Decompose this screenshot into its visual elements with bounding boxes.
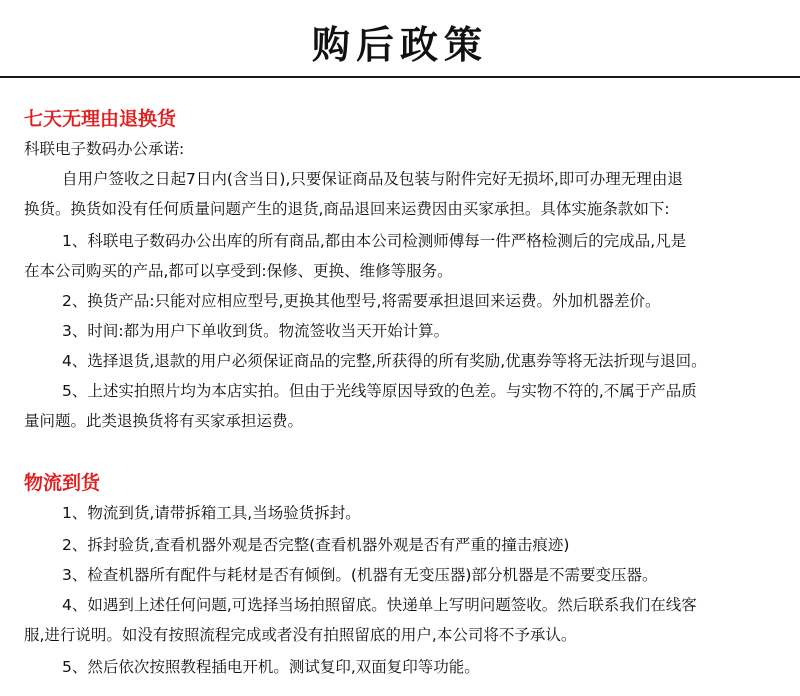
paragraph-line: 1、科联电子数码办公出库的所有商品,都由本公司检测师傅每一件严格检测后的完成品,凡是 [62, 232, 687, 250]
section-heading-logistics: 物流到货 [24, 472, 101, 494]
page-title: 购后政策 [311, 23, 488, 67]
paragraph-line: 4、选择退货,退款的用户必须保证商品的完整,所获得的所有奖励,优惠券等将无法折现与退回。 [62, 352, 707, 370]
paragraph-line: 1、物流到货,请带拆箱工具,当场验货拆封。 [62, 504, 361, 522]
paragraph-line: 换货。换货如没有任何质量问题产生的退货,商品退回来运费因由买家承担。具体实施条款如下: [24, 200, 670, 218]
paragraph-line: 4、如遇到上述任何问题,可选择当场拍照留底。快递单上写明问题签收。然后联系我们在线客 [62, 596, 697, 614]
title-divider [0, 76, 800, 78]
paragraph-line: 2、拆封验货,查看机器外观是否完整(查看机器外观是否有严重的撞击痕迹) [62, 536, 570, 554]
section-heading-returns: 七天无理由退换货 [24, 108, 177, 130]
paragraph-line: 科联电子数码办公承诺: [24, 140, 185, 158]
paragraph-line: 2、换货产品:只能对应相应型号,更换其他型号,将需要承担退回来运费。外加机器差价。 [62, 292, 661, 310]
paragraph-line: 服,进行说明。如没有按照流程完成或者没有拍照留底的用户,本公司将不予承认。 [24, 626, 577, 644]
paragraph-line: 3、检查机器所有配件与耗材是否有倾倒。(机器有无变压器)部分机器是不需要变压器。 [62, 566, 658, 584]
paragraph-line: 3、时间:都为用户下单收到货。物流签收当天开始计算。 [62, 322, 450, 340]
paragraph-line: 5、然后依次按照教程插电开机。测试复印,双面复印等功能。 [62, 658, 480, 676]
paragraph-line: 量问题。此类退换货将有买家承担运费。 [24, 412, 304, 430]
paragraph-line: 在本公司购买的产品,都可以享受到:保修、更换、维修等服务。 [24, 262, 453, 280]
paragraph-line: 5、上述实拍照片均为本店实拍。但由于光线等原因导致的色差。与实物不符的,不属于产品质 [62, 382, 697, 400]
paragraph-line: 自用户签收之日起7日内(含当日),只要保证商品及包装与附件完好无损坏,即可办理无理由退 [62, 170, 683, 188]
